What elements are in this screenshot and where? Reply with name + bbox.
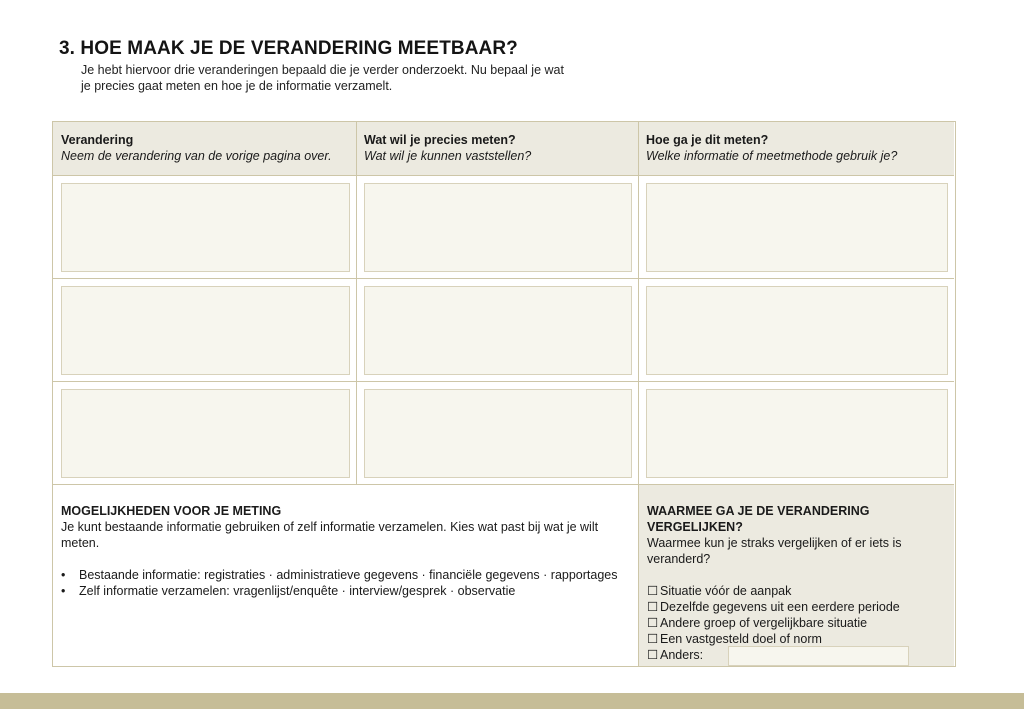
column-subheading: Neem de verandering van de vorige pagina over. <box>61 149 332 163</box>
intro-text <box>81 62 581 94</box>
list-item: • Zelf informatie verzamelen: vragenlijst/enquête · interview/gesprek · observatie <box>61 583 630 599</box>
row-divider <box>53 278 954 279</box>
comparison-option[interactable] <box>647 583 946 599</box>
meten-field-1[interactable] <box>364 183 632 272</box>
option-label: Anders: <box>660 648 704 662</box>
measurement-options-panel <box>53 485 638 666</box>
meten-field-2[interactable] <box>364 286 632 375</box>
column-divider <box>356 122 357 484</box>
verandering-field-1[interactable] <box>61 183 350 272</box>
intro-line-2: je precies gaat meten en hoe je de informatie verzamelt. <box>81 79 393 93</box>
option-label: Dezelfde gegevens uit een eerdere periode <box>660 600 900 614</box>
comparison-text: Waarmee kun je straks vergelijken of er iets is veranderd? <box>647 536 902 566</box>
checkbox-icon[interactable]: ☐ <box>647 648 659 662</box>
verandering-field-2[interactable] <box>61 286 350 375</box>
checkbox-icon[interactable]: ☐ <box>647 584 659 598</box>
column-heading: Wat wil je precies meten? <box>364 133 516 147</box>
comparison-option[interactable] <box>647 647 946 663</box>
column-heading: Verandering <box>61 133 134 147</box>
comparison-checklist <box>647 583 946 663</box>
verandering-field-3[interactable] <box>61 389 350 478</box>
methode-field-1[interactable] <box>646 183 948 272</box>
comparison-heading: WAARMEE GA JE DE VERANDERING VERGELIJKEN? <box>647 504 870 534</box>
column-heading: Hoe ga je dit meten? <box>646 133 769 147</box>
option-label: Een vastgesteld doel of norm <box>660 632 822 646</box>
column-header-meten <box>356 122 638 175</box>
row-divider <box>53 381 954 382</box>
option-label: Andere groep of vergelijkbare situatie <box>660 616 868 630</box>
options-heading: MOGELIJKHEDEN VOOR JE METING <box>61 504 282 518</box>
comparison-option[interactable] <box>647 631 946 647</box>
column-header-verandering <box>53 122 356 175</box>
methode-field-3[interactable] <box>646 389 948 478</box>
anders-input[interactable] <box>728 646 909 666</box>
meten-field-3[interactable] <box>364 389 632 478</box>
list-item: • Bestaande informatie: registraties · administratieve gegevens · financiële gegevens · rapportages <box>61 567 630 583</box>
checkbox-icon[interactable]: ☐ <box>647 616 659 630</box>
page-title: 3. HOE MAAK JE DE VERANDERING MEETBAAR? <box>59 38 518 59</box>
measurement-table <box>52 121 956 667</box>
comparison-panel <box>639 485 954 666</box>
comparison-option[interactable] <box>647 615 946 631</box>
comparison-option[interactable] <box>647 599 946 615</box>
footer-bar <box>0 693 1024 709</box>
checkbox-icon[interactable]: ☐ <box>647 600 659 614</box>
column-subheading: Wat wil je kunnen vaststellen? <box>364 149 532 163</box>
column-subheading: Welke informatie of meetmethode gebruik je? <box>646 149 898 163</box>
row-divider <box>53 175 954 176</box>
options-text: Je kunt bestaande informatie gebruiken of zelf informatie verzamelen. Kies wat past bij wat je wilt meten. <box>61 520 599 550</box>
methode-field-2[interactable] <box>646 286 948 375</box>
options-list <box>61 567 630 599</box>
column-header-methode <box>638 122 954 175</box>
checkbox-icon[interactable]: ☐ <box>647 632 659 646</box>
intro-line-1: Je hebt hiervoor drie veranderingen bepaald die je verder onderzoekt. Nu bepaal je wat <box>81 63 564 77</box>
option-label: Situatie vóór de aanpak <box>660 584 792 598</box>
